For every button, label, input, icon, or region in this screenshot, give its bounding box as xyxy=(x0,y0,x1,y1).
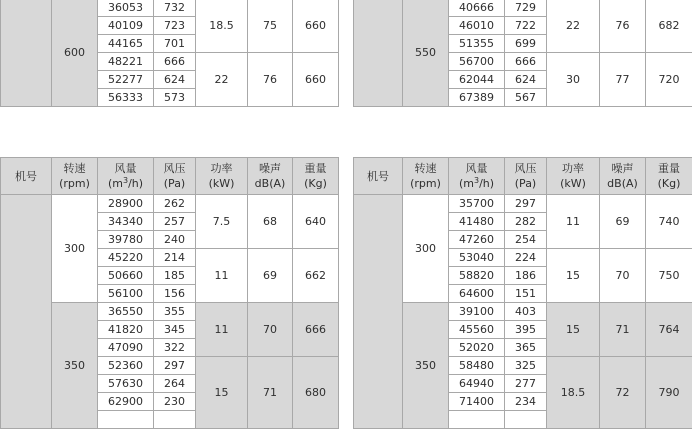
flow-cell: 45220 xyxy=(98,249,154,267)
power-cell: 7.5 xyxy=(196,195,248,249)
table-row xyxy=(354,303,692,321)
weight-cell: 740 xyxy=(646,195,692,249)
flow-cell: 57630 xyxy=(98,375,154,393)
noise-cell: 76 xyxy=(248,53,293,107)
pressure-cell: 240 xyxy=(154,231,196,249)
flow-cell: 58480 xyxy=(449,357,505,375)
flow-cell: 64940 xyxy=(449,375,505,393)
header-noise: 噪声 dB(A) xyxy=(600,158,646,195)
speed-cell: 300 xyxy=(403,195,449,303)
flow-cell: 47090 xyxy=(98,339,154,357)
pressure-cell: 230 xyxy=(154,393,196,411)
speed-cell: 300 xyxy=(52,195,98,303)
flow-cell: 58820 xyxy=(449,267,505,285)
flow-cell: 64600 xyxy=(449,285,505,303)
noise-cell: 70 xyxy=(248,303,293,357)
flow-cell: 71400 xyxy=(449,393,505,411)
header-flow: 风量 $(m^3/h)$ xyxy=(98,158,154,195)
flow-cell: 48221 xyxy=(98,53,154,71)
pressure-cell: 365 xyxy=(505,339,547,357)
weight-cell: 764 xyxy=(646,303,692,357)
header-power: 功率 (kW) xyxy=(196,158,248,195)
flow-cell: 52277 xyxy=(98,71,154,89)
pressure-cell: 264 xyxy=(154,375,196,393)
power-cell: 18.5 xyxy=(547,357,600,429)
weight-cell: 660 xyxy=(293,0,339,53)
spec-table-top-right xyxy=(353,0,692,107)
weight-cell: 660 xyxy=(293,53,339,107)
table-row xyxy=(1,195,339,213)
flow-cell: 46010 xyxy=(449,17,505,35)
flow-cell: 39780 xyxy=(98,231,154,249)
spec-table-bottom-left xyxy=(0,157,339,429)
spec-table-bottom-right xyxy=(353,157,692,429)
noise-cell: 70 xyxy=(600,249,646,303)
weight-cell: 680 xyxy=(293,357,339,429)
header-model: 机号 xyxy=(1,158,52,195)
pressure-cell: 257 xyxy=(154,213,196,231)
flow-cell: 62900 xyxy=(98,393,154,411)
flow-cell: 51355 xyxy=(449,35,505,53)
power-cell: 22 xyxy=(547,0,600,53)
pressure-cell: 701 xyxy=(154,35,196,53)
speed-cell: 550 xyxy=(403,0,449,107)
flow-cell: 36550 xyxy=(98,303,154,321)
noise-cell: 68 xyxy=(248,195,293,249)
flow-cell: 34340 xyxy=(98,213,154,231)
flow-cell: 40109 xyxy=(98,17,154,35)
flow-cell: 53040 xyxy=(449,249,505,267)
power-cell: 15 xyxy=(196,357,248,429)
speed-cell: 350 xyxy=(52,303,98,429)
table-row xyxy=(354,195,692,213)
header-pressure: 风压 (Pa) xyxy=(505,158,547,195)
flow-cell: 62044 xyxy=(449,71,505,89)
flow-cell: 47260 xyxy=(449,231,505,249)
pressure-cell: 254 xyxy=(505,231,547,249)
pressure-cell: 224 xyxy=(505,249,547,267)
noise-cell: 77 xyxy=(600,53,646,107)
pressure-cell: 282 xyxy=(505,213,547,231)
speed-cell: 350 xyxy=(403,303,449,429)
power-cell: 22 xyxy=(196,53,248,107)
pressure-cell: 624 xyxy=(505,71,547,89)
header-model: 机号 xyxy=(354,158,403,195)
header-power: 功率 (kW) xyxy=(547,158,600,195)
flow-cell: 35700 xyxy=(449,195,505,213)
flow-cell: 44165 xyxy=(98,35,154,53)
flow-cell: 41820 xyxy=(98,321,154,339)
pressure-cell: 722 xyxy=(505,17,547,35)
header-row xyxy=(1,158,339,195)
weight-cell: 790 xyxy=(646,357,692,429)
flow-cell: 36053 xyxy=(98,0,154,17)
pressure-cell: 156 xyxy=(154,285,196,303)
power-cell: 11 xyxy=(547,195,600,249)
header-noise: 噪声 dB(A) xyxy=(248,158,293,195)
pressure-cell: 297 xyxy=(505,195,547,213)
power-cell: 15 xyxy=(547,249,600,303)
flow-cell: 41480 xyxy=(449,213,505,231)
pressure-cell: 573 xyxy=(154,89,196,107)
speed-cell: 600 xyxy=(52,0,98,107)
weight-cell: 666 xyxy=(293,303,339,357)
header-weight: 重量 (Kg) xyxy=(293,158,339,195)
pressure-cell: 297 xyxy=(154,357,196,375)
noise-cell: 69 xyxy=(248,249,293,303)
pressure-cell: 355 xyxy=(154,303,196,321)
flow-cell: 52360 xyxy=(98,357,154,375)
flow-cell: 52020 xyxy=(449,339,505,357)
table-row xyxy=(1,0,339,17)
table-row xyxy=(354,0,692,17)
pressure-cell: 345 xyxy=(154,321,196,339)
pressure-cell: 262 xyxy=(154,195,196,213)
flow-cell: 39100 xyxy=(449,303,505,321)
weight-cell: 750 xyxy=(646,249,692,303)
table-row xyxy=(1,303,339,321)
power-cell: 11 xyxy=(196,303,248,357)
header-flow: 风量 $(m^3/h)$ xyxy=(449,158,505,195)
flow-cell: 40666 xyxy=(449,0,505,17)
noise-cell: 75 xyxy=(248,0,293,53)
header-speed: 转速 (rpm) xyxy=(403,158,449,195)
power-cell: 30 xyxy=(547,53,600,107)
spec-table-top-left xyxy=(0,0,339,107)
pressure-cell: 624 xyxy=(154,71,196,89)
header-row xyxy=(354,158,692,195)
flow-cell: 45560 xyxy=(449,321,505,339)
flow-cell: 56100 xyxy=(98,285,154,303)
pressure-cell: 395 xyxy=(505,321,547,339)
weight-cell: 640 xyxy=(293,195,339,249)
pressure-cell: 403 xyxy=(505,303,547,321)
flow-cell: 28900 xyxy=(98,195,154,213)
weight-cell: 662 xyxy=(293,249,339,303)
pressure-cell: 729 xyxy=(505,0,547,17)
pressure-cell: 699 xyxy=(505,35,547,53)
weight-cell: 720 xyxy=(646,53,692,107)
noise-cell: 69 xyxy=(600,195,646,249)
pressure-cell: 732 xyxy=(154,0,196,17)
pressure-cell: 322 xyxy=(154,339,196,357)
pressure-cell: 151 xyxy=(505,285,547,303)
pressure-cell: 186 xyxy=(505,267,547,285)
flow-cell: 56700 xyxy=(449,53,505,71)
pressure-cell: 666 xyxy=(505,53,547,71)
pressure-cell: 214 xyxy=(154,249,196,267)
noise-cell: 71 xyxy=(600,303,646,357)
flow-cell: 67389 xyxy=(449,89,505,107)
weight-cell: 682 xyxy=(646,0,692,53)
pressure-cell: 666 xyxy=(154,53,196,71)
pressure-cell: 185 xyxy=(154,267,196,285)
noise-cell: 71 xyxy=(248,357,293,429)
power-cell: 18.5 xyxy=(196,0,248,53)
noise-cell: 76 xyxy=(600,0,646,53)
pressure-cell: 277 xyxy=(505,375,547,393)
flow-cell: 50660 xyxy=(98,267,154,285)
noise-cell: 72 xyxy=(600,357,646,429)
pressure-cell: 234 xyxy=(505,393,547,411)
power-cell: 11 xyxy=(196,249,248,303)
header-weight: 重量 (Kg) xyxy=(646,158,692,195)
pressure-cell: 723 xyxy=(154,17,196,35)
power-cell: 15 xyxy=(547,303,600,357)
flow-cell: 56333 xyxy=(98,89,154,107)
header-speed: 转速 (rpm) xyxy=(52,158,98,195)
pressure-cell: 567 xyxy=(505,89,547,107)
pressure-cell: 325 xyxy=(505,357,547,375)
header-pressure: 风压 (Pa) xyxy=(154,158,196,195)
